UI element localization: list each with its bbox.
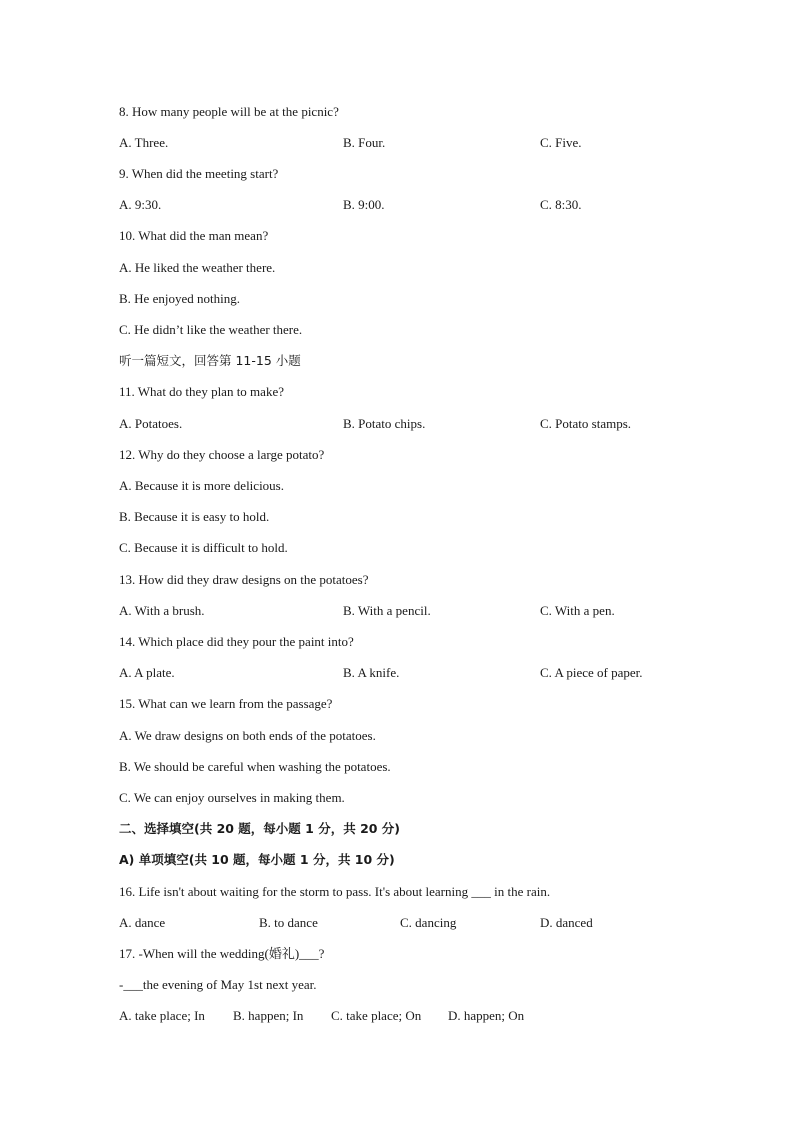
q8-option-a: A. Three. <box>119 135 169 150</box>
passage-heading: 听一篇短文，回答第 11-15 小题 <box>119 353 301 368</box>
section-2-heading: 二、选择填空(共 20 题，每小题 1 分，共 20 分) <box>119 821 401 836</box>
q8-option-b: B. Four. <box>343 135 386 150</box>
q17-option-c: C. take place; On <box>331 1008 422 1023</box>
question-11: 11. What do they plan to make? <box>119 384 284 399</box>
question-16: 16. Life isn't about waiting for the storm to pass. It's about learning ___ in the rain. <box>119 884 551 899</box>
q16-option-c: C. dancing <box>400 915 457 930</box>
q15-option-a: A. We draw designs on both ends of the potatoes. <box>119 728 376 743</box>
question-8: 8. How many people will be at the picnic? <box>119 104 339 119</box>
q13-option-a: A. With a brush. <box>119 603 205 618</box>
question-12: 12. Why do they choose a large potato? <box>119 447 325 462</box>
q10-option-a: A. He liked the weather there. <box>119 260 276 275</box>
q15-option-b: B. We should be careful when washing the potatoes. <box>119 759 391 774</box>
q9-option-b: B. 9:00. <box>343 197 385 212</box>
section-a-heading: A) 单项填空(共 10 题，每小题 1 分，共 10 分) <box>119 852 395 867</box>
q11-option-c: C. Potato stamps. <box>540 416 632 431</box>
q9-option-a: A. 9:30. <box>119 197 162 212</box>
q17-reply: -___the evening of May 1st next year. <box>119 977 317 992</box>
question-14: 14. Which place did they pour the paint into? <box>119 634 354 649</box>
q10-option-b: B. He enjoyed nothing. <box>119 291 240 306</box>
question-9: 9. When did the meeting start? <box>119 166 279 181</box>
q8-option-c: C. Five. <box>540 135 582 150</box>
q13-option-b: B. With a pencil. <box>343 603 431 618</box>
q15-option-c: C. We can enjoy ourselves in making them. <box>119 790 345 805</box>
q14-option-b: B. A knife. <box>343 665 400 680</box>
q12-option-b: B. Because it is easy to hold. <box>119 509 270 524</box>
q12-option-c: C. Because it is difficult to hold. <box>119 540 288 555</box>
q11-option-a: A. Potatoes. <box>119 416 183 431</box>
q9-option-c: C. 8:30. <box>540 197 582 212</box>
question-13: 13. How did they draw designs on the potatoes? <box>119 572 369 587</box>
q10-option-c: C. He didn’t like the weather there. <box>119 322 303 337</box>
q12-option-a: A. Because it is more delicious. <box>119 478 284 493</box>
q16-option-d: D. danced <box>540 915 593 930</box>
question-17: 17. -When will the wedding(婚礼)___? <box>119 946 325 961</box>
q17-option-a: A. take place; In <box>119 1008 205 1023</box>
q16-option-a: A. dance <box>119 915 166 930</box>
q17-option-b: B. happen; In <box>233 1008 304 1023</box>
q14-option-c: C. A piece of paper. <box>540 665 643 680</box>
question-10: 10. What did the man mean? <box>119 228 269 243</box>
q14-option-a: A. A plate. <box>119 665 175 680</box>
q13-option-c: C. With a pen. <box>540 603 615 618</box>
q16-option-b: B. to dance <box>259 915 318 930</box>
q11-option-b: B. Potato chips. <box>343 416 426 431</box>
q17-option-d: D. happen; On <box>448 1008 525 1023</box>
question-15: 15. What can we learn from the passage? <box>119 696 333 711</box>
